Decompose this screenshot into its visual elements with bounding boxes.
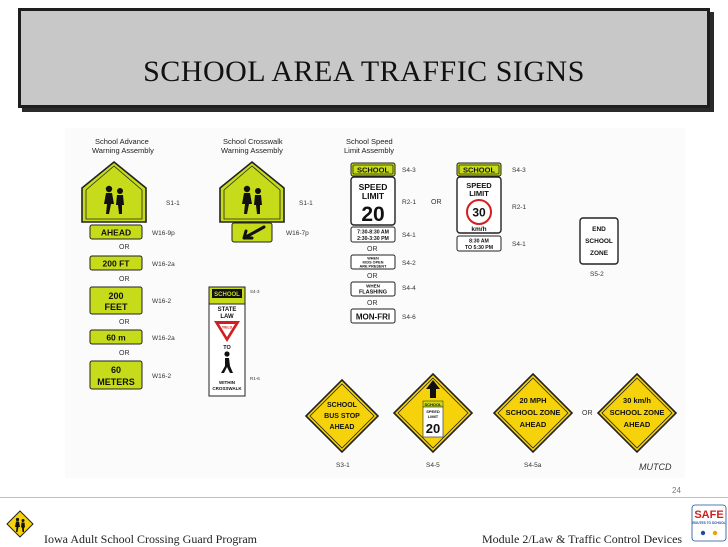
svg-text:SCHOOL: SCHOOL [585, 238, 613, 245]
school-crosswalk-sign [220, 162, 284, 222]
left-logo [7, 511, 33, 537]
caption-crosswalk-line1: School Crosswalk [223, 137, 283, 146]
code-s4-6: S4-6 [402, 314, 416, 321]
svg-text:WHEN: WHEN [366, 283, 380, 289]
caption-speed-line1: School Speed [346, 137, 393, 146]
200-feet-plaque [90, 287, 142, 314]
svg-text:TO 5:30 PM: TO 5:30 PM [464, 245, 494, 251]
code-w16-2-a: W16-2 [152, 298, 172, 305]
svg-text:LIMIT: LIMIT [469, 189, 489, 198]
code-s4-3-small: S4-3 [250, 289, 260, 294]
code-s4-4: S4-4 [402, 285, 416, 292]
caption-speed-line2: Limit Assembly [344, 146, 395, 155]
code-s4-5a: S4-5a [524, 462, 542, 469]
speed-limit-30-kmh-sign [457, 177, 501, 233]
code-s4-3-b: S4-3 [512, 167, 526, 174]
svg-text:BUS STOP: BUS STOP [324, 413, 360, 420]
caption-advance-line2: Warning Assembly [92, 146, 154, 155]
svg-text:7:30-8:30 AM: 7:30-8:30 AM [357, 229, 389, 236]
svg-text:SAFE: SAFE [694, 509, 724, 521]
svg-text:ROUTES TO SCHOOL: ROUTES TO SCHOOL [692, 521, 726, 525]
svg-text:2:30-3:30 PM: 2:30-3:30 PM [357, 236, 389, 242]
code-s4-3-a: S4-3 [402, 167, 416, 174]
times-plaque [351, 227, 395, 242]
code-s5-2: S5-2 [590, 271, 604, 278]
code-w16-2a-a: W16-2a [152, 261, 175, 268]
svg-text:SPEED: SPEED [426, 409, 440, 414]
code-s4-1-a: S4-1 [402, 232, 416, 239]
code-r2-1-a: R2-1 [402, 199, 417, 206]
svg-text:20: 20 [425, 421, 441, 436]
svg-text:200 FT: 200 FT [102, 258, 130, 269]
svg-text:60: 60 [110, 365, 122, 375]
svg-text:8:30 AM: 8:30 AM [469, 238, 489, 245]
svg-text:SPEED: SPEED [466, 181, 492, 190]
caption-crosswalk-line2: Warning Assembly [221, 146, 283, 155]
svg-text:FEET: FEET [104, 302, 128, 312]
or-label: OR [119, 244, 130, 251]
code-r1-6: R1-6 [250, 376, 260, 381]
page-number: 24 [672, 486, 681, 495]
svg-text:SCHOOL: SCHOOL [214, 292, 240, 298]
svg-text:SCHOOL: SCHOOL [327, 402, 357, 409]
or-label: OR [119, 350, 130, 357]
slide-title: SCHOOL AREA TRAFFIC SIGNS [143, 55, 585, 88]
code-s4-1-b: S4-1 [512, 241, 526, 248]
svg-text:YIELD: YIELD [221, 325, 233, 330]
or-label: OR [431, 199, 442, 206]
svg-text:20: 20 [361, 203, 385, 226]
diagonal-arrow-plaque [232, 223, 272, 242]
svg-text:MON-FRI: MON-FRI [355, 312, 391, 322]
code-w16-2-b: W16-2 [152, 373, 172, 380]
code-w16-2a-b: W16-2a [152, 335, 175, 342]
code-w16-7p: W16-7p [286, 230, 309, 237]
times-plaque-kmh [457, 236, 501, 251]
svg-text:ARE PRESENT: ARE PRESENT [359, 264, 387, 269]
svg-text:LIMIT: LIMIT [427, 414, 439, 419]
footer-divider [0, 497, 728, 498]
svg-text:LAW: LAW [220, 314, 234, 320]
school-bus-stop-ahead-sign [306, 380, 378, 452]
svg-text:WITHIN: WITHIN [219, 380, 235, 385]
svg-text:SCHOOL ZONE: SCHOOL ZONE [609, 408, 665, 417]
caption-advance-line1: School Advance [95, 137, 149, 146]
reduced-speed-school-zone-ahead-sign [394, 374, 472, 452]
svg-text:STATE: STATE [217, 307, 237, 313]
svg-text:AHEAD: AHEAD [519, 420, 547, 429]
svg-text:METERS: METERS [97, 377, 135, 387]
svg-text:AHEAD: AHEAD [100, 227, 132, 238]
footer-module-name: Module 2/Law & Traffic Control Devices [482, 532, 683, 546]
svg-text:END: END [592, 226, 606, 233]
code-s1-1-b: S1-1 [299, 200, 313, 207]
code-r2-1-b: R2-1 [512, 204, 527, 211]
or-label: OR [367, 300, 378, 307]
speed-limit-20-sign [351, 177, 395, 226]
or-label: OR [367, 273, 378, 280]
school-advance-sign [82, 162, 146, 222]
code-s3-1: S3-1 [336, 462, 350, 469]
code-s4-2: S4-2 [402, 260, 416, 267]
svg-text:SCHOOL: SCHOOL [462, 165, 496, 175]
svg-text:30 km/h: 30 km/h [623, 396, 651, 405]
svg-text:AHEAD: AHEAD [329, 424, 355, 431]
when-children-present-plaque [351, 255, 395, 269]
svg-text:KIDS OPEN: KIDS OPEN [362, 260, 384, 265]
code-s1-1-a: S1-1 [166, 200, 180, 207]
svg-text:SCHOOL: SCHOOL [424, 401, 442, 407]
or-label: OR [119, 319, 130, 326]
mutcd-watermark: MUTCD [639, 462, 672, 472]
svg-text:60 m: 60 m [106, 332, 126, 343]
or-label: OR [367, 246, 378, 253]
or-label: OR [119, 276, 130, 283]
60m-plaque [90, 330, 142, 344]
when-flashing-plaque [351, 282, 395, 296]
or-label: OR [582, 410, 593, 417]
200ft-plaque [90, 256, 142, 270]
safe-routes-logo [692, 505, 726, 541]
svg-text:20 MPH: 20 MPH [519, 396, 547, 405]
svg-text:SPEED: SPEED [358, 182, 388, 192]
svg-text:LIMIT: LIMIT [361, 191, 385, 201]
code-s4-5: S4-5 [426, 462, 440, 469]
svg-text:FLASHING: FLASHING [358, 289, 388, 296]
svg-text:30: 30 [472, 205, 486, 220]
end-school-zone-sign [580, 218, 618, 264]
svg-text:SCHOOL: SCHOOL [356, 165, 390, 175]
20mph-school-zone-ahead-sign [494, 374, 572, 452]
footer-program-name: Iowa Adult School Crossing Guard Program [44, 532, 257, 546]
svg-text:200: 200 [108, 291, 124, 301]
svg-text:TO: TO [223, 345, 231, 351]
svg-text:ZONE: ZONE [589, 250, 609, 257]
school-plaque-kmh [457, 163, 501, 176]
ahead-plaque [90, 225, 142, 239]
code-w16-9p: W16-9p [152, 230, 175, 237]
svg-text:WHEN: WHEN [367, 256, 379, 261]
school-plaque-mph [351, 163, 395, 176]
svg-text:km/h: km/h [471, 226, 487, 233]
svg-text:CROSSWALK: CROSSWALK [212, 386, 242, 391]
svg-text:AHEAD: AHEAD [623, 420, 651, 429]
30kmh-school-zone-ahead-sign [598, 374, 676, 452]
60-meters-plaque [90, 361, 142, 389]
svg-text:SCHOOL ZONE: SCHOOL ZONE [505, 408, 561, 417]
mon-fri-plaque [351, 309, 395, 323]
in-street-crossing-sign [209, 287, 245, 396]
